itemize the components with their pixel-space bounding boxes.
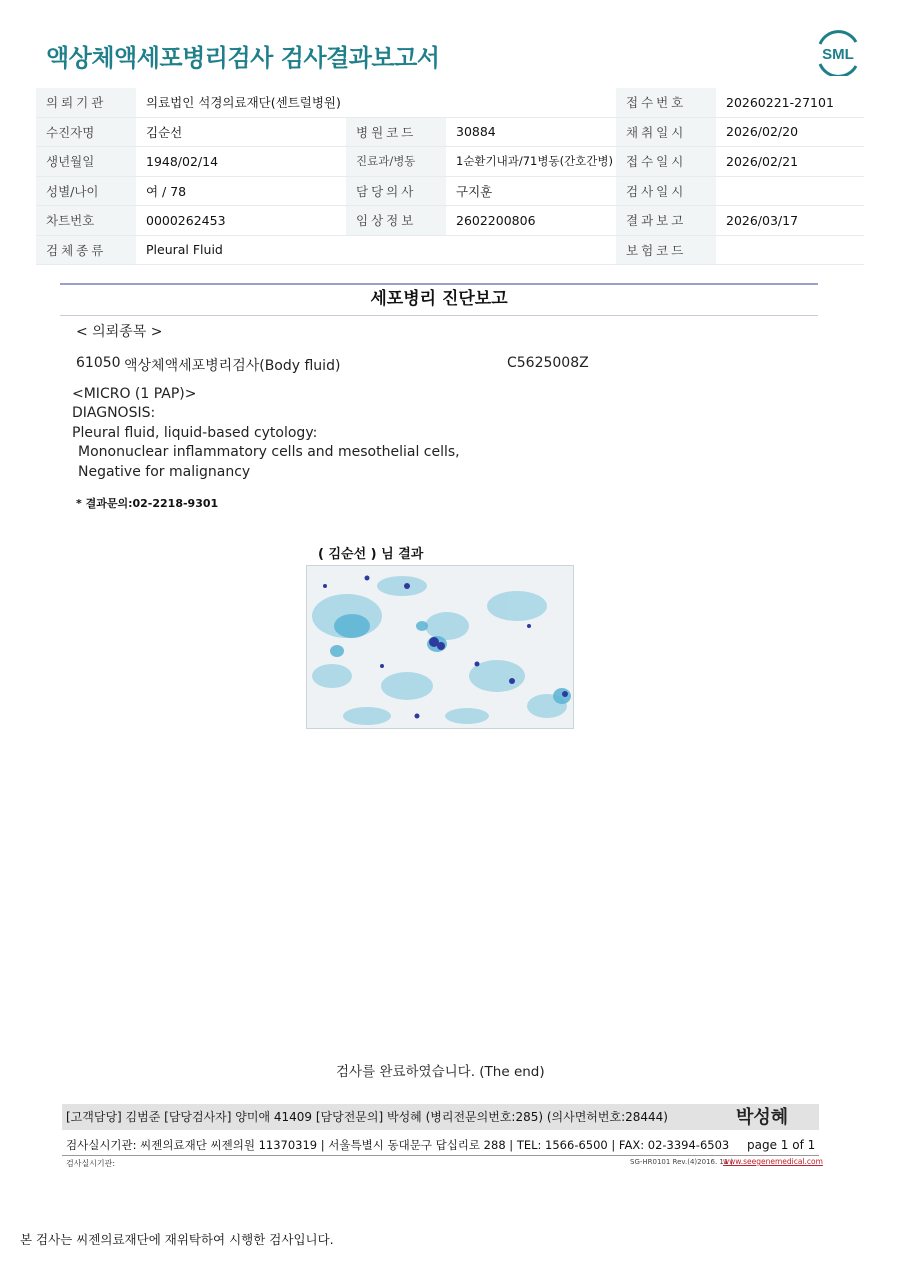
label-sex-age: 성별/나이	[36, 176, 136, 206]
label-doctor: 담당의사	[346, 176, 446, 206]
footer-divider	[62, 1155, 819, 1156]
value-patient-name: 김순선	[136, 117, 346, 147]
report-heading: 세포병리 진단보고	[60, 283, 818, 316]
label-birth-date: 생년월일	[36, 147, 136, 177]
order-heading: < 의뢰종목 >	[76, 324, 163, 340]
value-clinical-info: 2602200806	[446, 206, 616, 236]
label-requesting-institution: 의뢰기관	[36, 88, 136, 117]
page-number: page 1 of 1	[747, 1138, 816, 1152]
end-text: 검사를 완료하였습니다. (The end)	[336, 1064, 545, 1080]
label-department: 진료과/병동	[346, 147, 446, 177]
value-specimen-type: Pleural Fluid	[136, 235, 616, 265]
form-code: SG-HR0101 Rev.(4)2016. 11 |	[630, 1158, 733, 1166]
label-hospital-code: 병원코드	[346, 117, 446, 147]
footer-small-label: 검사실시기관:	[66, 1159, 116, 1168]
value-test-date	[716, 176, 864, 206]
diagnosis-label: DIAGNOSIS:	[72, 405, 156, 421]
table-row	[36, 235, 864, 265]
value-result-report: 2026/03/17	[716, 206, 864, 236]
value-requesting-institution: 의료법인 석경의료재단(센트럴병원)	[136, 88, 616, 117]
label-receipt-date: 접수일시	[616, 147, 716, 177]
logo-text: SML	[822, 46, 854, 63]
value-receipt-date: 2026/02/21	[716, 147, 864, 177]
table-row	[36, 147, 864, 177]
label-specimen-type: 검체종류	[36, 235, 136, 265]
image-title: ( 김순선 ) 님 결과	[318, 547, 424, 562]
value-chart-number: 0000262453	[136, 206, 346, 236]
label-test-date: 검사일시	[616, 176, 716, 206]
label-result-report: 결과보고	[616, 206, 716, 236]
staff-bar	[62, 1104, 819, 1130]
micro-label: <MICRO (1 PAP)>	[72, 386, 197, 402]
label-chart-number: 차트번호	[36, 206, 136, 236]
test-code-secondary: C5625008Z	[507, 355, 589, 371]
label-insurance-code: 보험코드	[616, 235, 716, 265]
value-birth-date: 1948/02/14	[136, 147, 346, 177]
lab-info: 검사실시기관: 씨젠의료재단 씨젠의원 11370319 | 서울특별시 동대문구 답십리로 288 | TEL: 1566-6500 | FAX: 02-3394-6503	[66, 1138, 730, 1152]
table-row	[36, 88, 864, 117]
table-row	[36, 206, 864, 236]
table-row	[36, 176, 864, 206]
label-clinical-info: 임상정보	[346, 206, 446, 236]
value-insurance-code	[716, 235, 864, 265]
value-department: 1순환기내과/71병동(간호간병)	[446, 147, 616, 177]
value-doctor: 구지훈	[446, 176, 616, 206]
patient-info-table	[36, 88, 864, 265]
diagnosis-line-1: Pleural fluid, liquid-based cytology:	[72, 425, 318, 441]
cytology-microscopy-image	[306, 565, 574, 729]
test-code: 61050	[76, 355, 121, 371]
value-collection-date: 2026/02/20	[716, 117, 864, 147]
sml-logo	[812, 30, 864, 76]
label-receipt-number: 접수번호	[616, 88, 716, 117]
diagnosis-line-3: Negative for malignancy	[78, 464, 251, 480]
value-receipt-number: 20260221-27101	[716, 88, 864, 117]
report-title: 액상체액세포병리검사 검사결과보고서	[46, 44, 440, 72]
test-name: 액상체액세포병리검사(Body fluid)	[124, 358, 341, 374]
staff-info: [고객담당] 김범준 [담당검사자] 양미애 41409 [담당전문의] 박성혜 (병리전문의번호:285) (의사면허번호:28444)	[66, 1110, 668, 1124]
label-collection-date: 채취일시	[616, 117, 716, 147]
signature: 박성혜	[736, 1107, 789, 1128]
result-inquiry: * 결과문의:02-2218-9301	[76, 497, 219, 510]
reentrust-note: 본 검사는 씨젠의료재단에 재위탁하여 시행한 검사입니다.	[20, 1232, 334, 1247]
value-hospital-code: 30884	[446, 117, 616, 147]
table-row	[36, 117, 864, 147]
label-patient-name: 수진자명	[36, 117, 136, 147]
website-link[interactable]: www.seegenemedical.com	[723, 1157, 823, 1166]
diagnosis-line-2: Mononuclear inflammatory cells and mesothelial cells,	[78, 444, 460, 460]
value-sex-age: 여 / 78	[136, 176, 346, 206]
